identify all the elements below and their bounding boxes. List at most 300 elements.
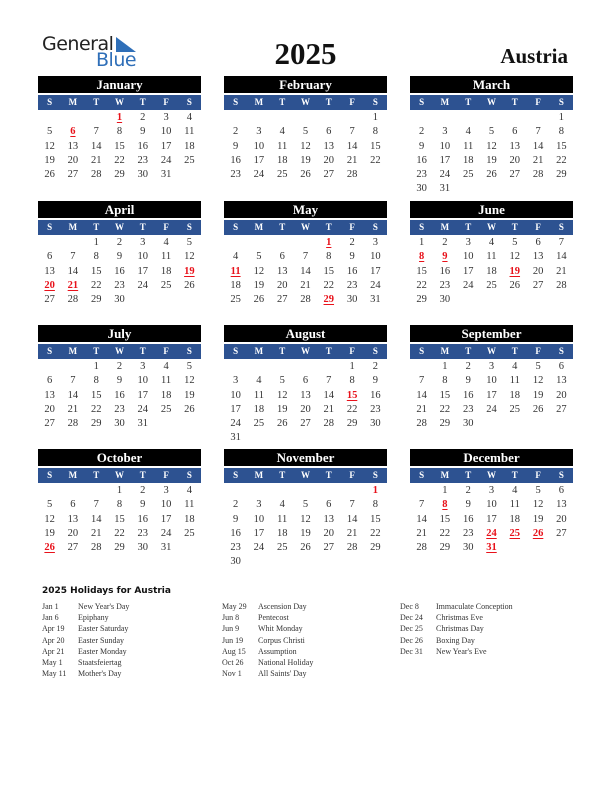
holiday-name: Assumption	[258, 646, 297, 656]
day-cell: 10	[137, 251, 149, 263]
weekday-label: S	[47, 222, 53, 232]
holiday-entry	[400, 635, 513, 646]
day-cell: 11	[277, 513, 288, 525]
day-cell: 30	[114, 294, 125, 306]
day-cell: 14	[90, 140, 102, 152]
day-grid	[224, 484, 387, 570]
day-cell: 22	[370, 154, 381, 166]
day-cell: 7	[349, 499, 355, 511]
day-cell: 13	[509, 140, 521, 152]
day-cell: 7	[70, 375, 76, 387]
day-cell: 27	[44, 294, 55, 306]
day-cell: 2	[233, 499, 239, 511]
empty-cell	[526, 111, 549, 125]
day-cell: 4	[488, 237, 495, 248]
day-cell: 23	[230, 542, 241, 554]
weekday-label: T	[325, 97, 332, 107]
holiday-entry	[222, 646, 313, 657]
weekday-label: W	[486, 97, 496, 107]
day-cell: 16	[230, 527, 241, 539]
day-cell: 25	[509, 403, 521, 415]
day-cell: 20	[323, 527, 335, 539]
empty-cell	[38, 484, 61, 498]
day-cell: 13	[556, 499, 567, 511]
day-cell: 24	[137, 279, 149, 291]
day-cell: 12	[509, 251, 521, 263]
weekday-label: W	[300, 222, 310, 232]
day-cell: 29	[346, 418, 358, 430]
day-cell: 17	[230, 403, 241, 415]
day-cell: 24	[160, 154, 172, 166]
day-cell: 14	[323, 389, 335, 401]
holiday-entry	[222, 612, 313, 623]
day-cell: 25	[486, 279, 497, 291]
day-cell: 3	[256, 126, 262, 138]
weekday-label: T	[465, 470, 472, 480]
empty-cell	[247, 360, 270, 374]
holiday-name: Easter Saturday	[78, 624, 129, 634]
empty-cell	[247, 111, 270, 125]
holiday-day: 31	[486, 542, 497, 554]
day-cell: 2	[116, 361, 123, 372]
month-name: February	[224, 76, 387, 93]
weekday-label: S	[186, 222, 192, 232]
month-name: July	[38, 325, 201, 342]
day-cell: 13	[323, 140, 335, 152]
empty-cell	[410, 484, 433, 498]
day-grid	[224, 360, 387, 446]
weekday-label: M	[440, 346, 450, 356]
holiday-day: 1	[326, 237, 332, 248]
weekday-label: S	[233, 97, 239, 107]
day-cell: 23	[230, 169, 241, 181]
weekday-label: S	[419, 222, 425, 232]
weekday-label: F	[535, 346, 541, 356]
day-cell: 24	[439, 169, 451, 181]
day-cell: 2	[419, 126, 425, 138]
day-cell: 8	[372, 499, 378, 511]
weekday-label: T	[279, 470, 286, 480]
day-cell: 9	[465, 499, 471, 511]
weekday-header	[410, 468, 573, 483]
holiday-day: 25	[509, 527, 521, 539]
day-cell: 13	[300, 389, 311, 401]
day-cell: 11	[161, 375, 172, 387]
weekday-header	[224, 95, 387, 110]
day-cell: 27	[276, 294, 288, 306]
day-cell: 17	[486, 389, 497, 401]
day-cell: 15	[556, 140, 567, 152]
day-cell: 18	[253, 403, 265, 415]
day-cell: 20	[556, 513, 567, 525]
month-name: March	[410, 76, 573, 93]
holiday-day: 20	[44, 279, 55, 291]
day-cell: 2	[465, 361, 471, 372]
empty-cell	[317, 360, 340, 374]
day-cell: 21	[323, 403, 335, 415]
day-cell: 28	[90, 542, 102, 554]
weekday-header	[410, 344, 573, 359]
holiday-name: Ascension Day	[258, 602, 307, 611]
day-cell: 18	[160, 389, 172, 401]
holiday-day: 11	[230, 265, 241, 277]
month-july	[38, 325, 201, 431]
day-cell: 11	[253, 389, 264, 401]
empty-cell	[410, 360, 433, 374]
weekday-label: S	[558, 222, 564, 232]
day-cell: 20	[509, 154, 521, 166]
day-cell: 15	[416, 265, 427, 277]
day-cell: 14	[346, 140, 358, 152]
day-cell: 19	[300, 154, 311, 166]
day-cell: 4	[163, 237, 169, 248]
day-cell: 27	[556, 527, 567, 539]
day-cell: 26	[184, 279, 195, 291]
day-cell: 13	[67, 140, 79, 152]
day-cell: 27	[556, 403, 567, 415]
day-cell: 2	[116, 237, 123, 248]
day-cell: 26	[300, 542, 311, 554]
day-cell: 22	[114, 154, 125, 166]
day-cell: 30	[137, 542, 149, 554]
day-cell: 4	[186, 485, 192, 496]
day-cell: 18	[276, 154, 288, 166]
weekday-label: T	[93, 222, 100, 232]
weekday-label: M	[254, 97, 264, 107]
day-cell: 13	[44, 265, 55, 277]
day-cell: 14	[300, 265, 311, 277]
day-cell: 6	[302, 375, 309, 387]
weekday-label: W	[300, 470, 310, 480]
day-cell: 8	[116, 126, 123, 138]
month-april	[38, 201, 201, 307]
day-cell: 10	[137, 375, 149, 387]
holiday-entry	[42, 657, 129, 668]
weekday-label: F	[349, 97, 355, 107]
day-cell: 1	[442, 361, 448, 372]
logo-text-blue: Blue	[96, 49, 137, 71]
weekday-label: T	[511, 222, 518, 232]
empty-cell	[224, 236, 247, 250]
holidays-column	[42, 601, 129, 679]
day-cell: 28	[416, 418, 427, 430]
holiday-day: 15	[346, 389, 358, 401]
day-cell: 7	[558, 237, 564, 248]
day-cell: 2	[140, 112, 146, 123]
weekday-label: M	[440, 470, 450, 480]
day-cell: 6	[326, 126, 332, 138]
day-cell: 26	[44, 169, 55, 181]
day-cell: 30	[416, 183, 427, 195]
day-cell: 7	[302, 251, 309, 263]
day-cell: 9	[140, 499, 146, 511]
day-cell: 25	[160, 279, 172, 291]
month-name: October	[38, 449, 201, 466]
weekday-label: T	[325, 470, 332, 480]
day-grid	[410, 484, 573, 555]
day-cell: 27	[323, 542, 335, 554]
day-cell: 25	[230, 294, 241, 306]
day-cell: 29	[90, 418, 102, 430]
month-august	[224, 325, 387, 446]
day-cell: 19	[532, 389, 544, 401]
day-grid	[38, 111, 201, 182]
weekday-header	[38, 468, 201, 483]
day-cell: 6	[47, 375, 53, 387]
holiday-day: 24	[486, 527, 497, 539]
weekday-label: S	[419, 346, 425, 356]
day-cell: 3	[488, 485, 495, 496]
day-cell: 1	[349, 361, 355, 372]
empty-cell	[480, 111, 503, 125]
day-cell: 21	[532, 154, 544, 166]
logo-text-general: General	[42, 33, 114, 55]
weekday-label: S	[372, 346, 378, 356]
weekday-label: T	[325, 222, 332, 232]
day-cell: 15	[90, 389, 102, 401]
day-cell: 12	[253, 265, 265, 277]
month-name: December	[410, 449, 573, 466]
day-cell: 10	[370, 251, 381, 263]
holiday-entry	[42, 668, 129, 679]
day-cell: 22	[370, 527, 381, 539]
day-cell: 4	[465, 126, 471, 138]
weekday-header	[224, 344, 387, 359]
weekday-label: T	[139, 346, 146, 356]
empty-cell	[38, 111, 61, 125]
day-cell: 28	[416, 542, 427, 554]
day-cell: 23	[114, 279, 125, 291]
holiday-date: Jun 9	[222, 624, 240, 634]
day-cell: 1	[372, 112, 378, 123]
day-cell: 2	[349, 237, 355, 248]
day-cell: 9	[233, 513, 239, 525]
weekday-label: S	[558, 346, 564, 356]
day-cell: 5	[186, 237, 192, 248]
day-cell: 12	[44, 140, 55, 152]
weekday-header	[224, 220, 387, 235]
day-cell: 13	[556, 375, 567, 387]
holiday-entry	[400, 623, 513, 634]
weekday-label: F	[535, 222, 541, 232]
day-cell: 3	[488, 361, 495, 372]
day-cell: 9	[419, 140, 425, 152]
day-cell: 24	[253, 169, 265, 181]
day-cell: 16	[137, 513, 149, 525]
day-cell: 22	[323, 279, 335, 291]
day-cell: 8	[558, 126, 564, 138]
weekday-label: S	[233, 222, 239, 232]
holiday-date: Dec 8	[400, 602, 419, 611]
weekday-label: S	[47, 470, 53, 480]
holiday-name: Staatsfeiertag	[78, 657, 122, 667]
day-cell: 14	[90, 513, 102, 525]
day-cell: 22	[90, 279, 102, 291]
weekday-label: W	[114, 346, 124, 356]
day-cell: 24	[370, 279, 381, 291]
month-name: September	[410, 325, 573, 342]
day-cell: 26	[300, 169, 311, 181]
holiday-date: May 11	[42, 669, 67, 679]
day-cell: 27	[532, 279, 544, 291]
day-cell: 25	[276, 542, 288, 554]
day-cell: 30	[346, 294, 358, 306]
day-cell: 3	[372, 237, 378, 248]
month-march	[410, 76, 573, 197]
holiday-entry	[400, 646, 513, 657]
day-cell: 18	[230, 279, 241, 291]
day-cell: 7	[70, 251, 76, 263]
weekday-label: T	[465, 222, 472, 232]
weekday-label: M	[68, 97, 78, 107]
holiday-name: New Year's Day	[78, 602, 130, 611]
day-cell: 16	[462, 389, 474, 401]
day-cell: 25	[184, 154, 195, 166]
day-cell: 4	[279, 126, 285, 138]
day-cell: 17	[253, 527, 265, 539]
day-cell: 31	[439, 183, 451, 195]
day-grid	[410, 111, 573, 197]
weekday-label: W	[114, 222, 124, 232]
day-cell: 26	[184, 403, 195, 415]
holiday-day: 1	[372, 485, 378, 496]
day-cell: 29	[439, 418, 451, 430]
day-cell: 5	[302, 126, 309, 138]
day-cell: 13	[44, 389, 55, 401]
day-cell: 20	[532, 265, 544, 277]
day-cell: 9	[349, 251, 355, 263]
weekday-label: F	[349, 222, 355, 232]
day-cell: 7	[419, 375, 425, 387]
day-cell: 3	[163, 112, 169, 123]
weekday-label: W	[486, 470, 496, 480]
holidays-title: 2025 Holidays for Austria	[42, 586, 171, 596]
day-cell: 20	[67, 154, 79, 166]
weekday-header	[224, 468, 387, 483]
day-cell: 4	[186, 112, 192, 123]
empty-cell	[340, 111, 363, 125]
empty-cell	[224, 111, 247, 125]
weekday-label: T	[511, 346, 518, 356]
holiday-name: National Holiday	[258, 657, 314, 667]
weekday-header	[38, 344, 201, 359]
holiday-day: 8	[419, 251, 425, 263]
day-cell: 10	[439, 140, 451, 152]
day-cell: 2	[465, 485, 471, 496]
day-cell: 12	[532, 375, 544, 387]
day-cell: 29	[439, 542, 451, 554]
day-cell: 10	[462, 251, 474, 263]
weekday-label: F	[163, 346, 169, 356]
day-cell: 5	[279, 375, 285, 387]
day-cell: 26	[253, 294, 265, 306]
day-cell: 18	[462, 154, 474, 166]
weekday-label: F	[349, 470, 355, 480]
day-cell: 10	[160, 126, 172, 138]
empty-cell	[294, 111, 317, 125]
empty-cell	[457, 111, 480, 125]
day-cell: 22	[439, 403, 451, 415]
day-cell: 20	[300, 403, 311, 415]
day-grid	[224, 236, 387, 307]
day-cell: 4	[256, 375, 262, 387]
day-cell: 28	[90, 169, 102, 181]
day-cell: 5	[47, 126, 53, 138]
day-cell: 4	[163, 361, 169, 372]
holiday-name: Mother's Day	[78, 669, 122, 679]
holiday-day: 26	[44, 542, 55, 554]
day-cell: 31	[370, 294, 381, 306]
day-cell: 21	[90, 154, 102, 166]
day-cell: 1	[442, 485, 448, 496]
day-cell: 3	[140, 361, 146, 372]
empty-cell	[38, 360, 61, 374]
day-cell: 22	[439, 527, 451, 539]
day-cell: 28	[67, 294, 79, 306]
empty-cell	[271, 360, 294, 374]
weekday-label: F	[349, 346, 355, 356]
weekday-label: M	[68, 346, 78, 356]
day-cell: 27	[44, 418, 55, 430]
day-cell: 26	[532, 403, 544, 415]
day-cell: 13	[323, 513, 335, 525]
empty-cell	[247, 484, 270, 498]
day-cell: 2	[372, 361, 378, 372]
day-cell: 10	[160, 499, 172, 511]
holiday-date: May 1	[42, 657, 63, 667]
day-cell: 8	[93, 251, 99, 263]
day-cell: 24	[160, 527, 172, 539]
day-cell: 11	[509, 375, 520, 387]
weekday-label: M	[68, 222, 78, 232]
day-cell: 18	[160, 265, 172, 277]
day-cell: 17	[462, 265, 474, 277]
day-cell: 24	[137, 403, 149, 415]
day-cell: 15	[323, 265, 335, 277]
holiday-name: Corpus Christi	[258, 635, 305, 645]
day-cell: 16	[137, 140, 149, 152]
day-cell: 22	[346, 403, 358, 415]
day-cell: 23	[114, 403, 125, 415]
weekday-label: W	[114, 97, 124, 107]
holiday-entry	[222, 668, 313, 679]
day-cell: 30	[370, 418, 381, 430]
day-cell: 21	[300, 279, 311, 291]
weekday-label: S	[233, 346, 239, 356]
weekday-label: T	[511, 470, 518, 480]
day-cell: 13	[67, 513, 79, 525]
weekday-label: S	[372, 470, 378, 480]
day-grid	[410, 360, 573, 431]
day-cell: 14	[67, 389, 79, 401]
month-december	[410, 449, 573, 555]
day-cell: 28	[300, 294, 311, 306]
holiday-date: Dec 24	[400, 613, 423, 623]
holiday-name: Christmas Eve	[436, 613, 483, 623]
day-cell: 10	[486, 375, 497, 387]
day-cell: 11	[161, 251, 172, 263]
day-cell: 11	[184, 126, 195, 138]
day-cell: 2	[442, 237, 448, 248]
day-cell: 17	[370, 265, 381, 277]
day-cell: 6	[512, 126, 518, 138]
day-cell: 21	[67, 403, 79, 415]
day-cell: 15	[370, 513, 381, 525]
day-cell: 15	[439, 513, 451, 525]
day-cell: 25	[276, 169, 288, 181]
day-cell: 8	[116, 499, 123, 511]
day-cell: 20	[67, 527, 79, 539]
